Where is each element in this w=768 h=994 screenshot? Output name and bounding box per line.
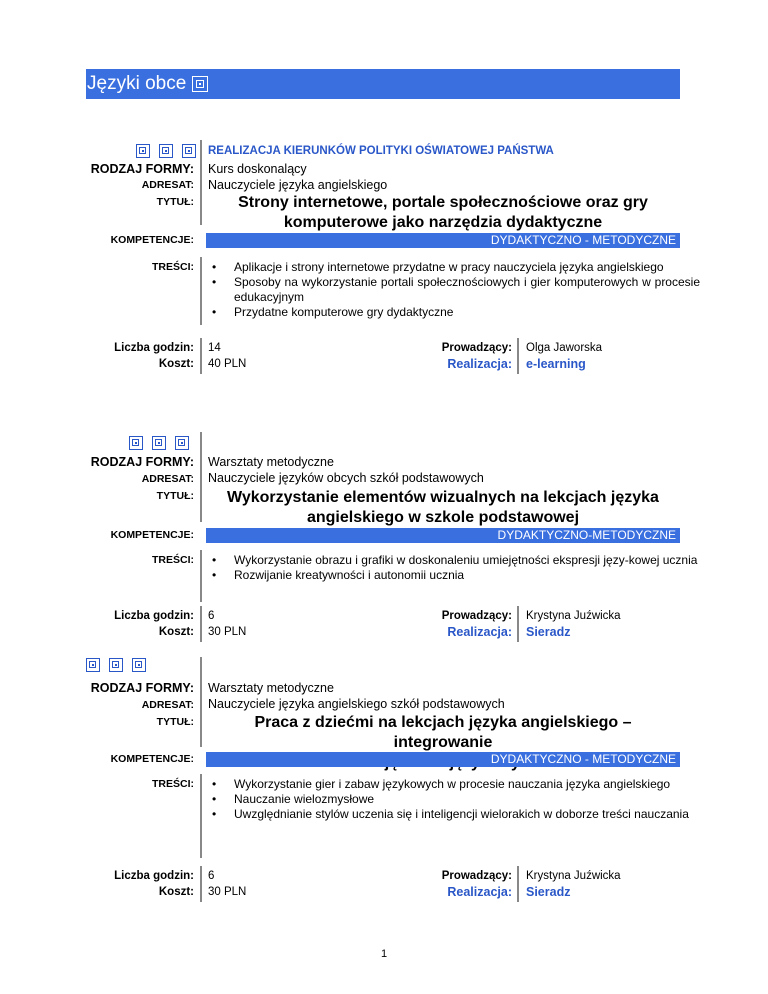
course-title-line: Strony internetowe, portale społecznościowe oraz gry xyxy=(238,194,648,211)
entry-icons xyxy=(86,658,146,672)
title-label: TYTUŁ: xyxy=(156,196,194,208)
addressee-value: Nauczyciele języka angielskiego szkół podstawowych xyxy=(208,697,505,711)
list-item: • Uwzględnianie stylów uczenia się i inteligencji wielorakich w doborze treści nauczania xyxy=(234,807,700,822)
competence-value: DYDAKTYCZNO - METODYCZNE xyxy=(206,233,680,248)
form-label: RODZAJ FORMY: xyxy=(90,681,194,695)
lead-label: Prowadzący: xyxy=(441,870,512,882)
course-title xyxy=(206,488,680,528)
divider xyxy=(200,338,202,374)
addressee-value: Nauczyciele języka angielskiego xyxy=(208,178,388,192)
course-title-line: Praca z dziećmi na lekcjach języka angielskiego – integrowanie xyxy=(254,714,632,751)
lead-value: Krystyna Juźwicka xyxy=(526,870,621,882)
page-number: 1 xyxy=(380,948,388,960)
square-spiral-icon xyxy=(132,658,146,672)
square-spiral-icon xyxy=(86,658,100,672)
course-entry-3 xyxy=(86,657,689,917)
cost-value: 40 PLN xyxy=(208,358,247,370)
topics-list xyxy=(210,777,700,822)
delivery-label: Realizacja: xyxy=(447,357,512,371)
competence-row xyxy=(86,528,680,543)
delivery-value: Sieradz xyxy=(526,885,571,899)
hours-label: Liczba godzin: xyxy=(114,342,194,354)
form-value: Warsztaty metodyczne xyxy=(208,455,334,469)
list-item: • Sposoby na wykorzystanie portali społecznościowych i gier komputerowych w procesie edukacyjnym xyxy=(234,275,700,305)
delivery-value: Sieradz xyxy=(526,625,571,639)
addressee-label: ADRESAT: xyxy=(141,699,194,711)
content-label: TREŚCI: xyxy=(152,261,194,273)
square-spiral-icon xyxy=(159,144,173,158)
competence-value: DYDAKTYCZNO - METODYCZNE xyxy=(206,752,680,767)
addressee-value: Nauczyciele języków obcych szkół podstawowych xyxy=(208,471,484,485)
course-entry-2 xyxy=(86,432,698,642)
competence-label: KOMPETENCJE: xyxy=(110,234,194,246)
square-spiral-icon xyxy=(136,144,150,158)
cost-value: 30 PLN xyxy=(208,886,247,898)
policy-heading: REALIZACJA KIERUNKÓW POLITYKI OŚWIATOWEJ PAŃSTWA xyxy=(208,145,554,157)
divider xyxy=(200,432,202,522)
addressee-label: ADRESAT: xyxy=(141,179,194,191)
title-label: TYTUŁ: xyxy=(156,490,194,502)
page-title: Języki obce xyxy=(87,73,187,94)
lead-label: Prowadzący: xyxy=(441,610,512,622)
hours-value: 14 xyxy=(208,342,221,354)
cost-value: 30 PLN xyxy=(208,626,247,638)
competence-label: KOMPETENCJE: xyxy=(110,753,194,765)
content-label: TREŚCI: xyxy=(152,554,194,566)
title-label: TYTUŁ: xyxy=(156,716,194,728)
course-title xyxy=(206,193,680,233)
lead-label: Prowadzący: xyxy=(441,342,512,354)
hours-value: 6 xyxy=(208,870,215,882)
list-item: • Przydatne komputerowe gry dydaktyczne xyxy=(234,305,700,320)
competence-value: DYDAKTYCZNO-METODYCZNE xyxy=(206,528,680,543)
square-spiral-icon xyxy=(175,436,189,450)
list-item: • Wykorzystanie gier i zabaw językowych w procesie nauczania języka angielskiego xyxy=(234,777,700,792)
cost-label: Koszt: xyxy=(158,358,194,370)
competence-row xyxy=(86,233,680,248)
addressee-label: ADRESAT: xyxy=(141,473,194,485)
competence-label: KOMPETENCJE: xyxy=(110,529,194,541)
list-item: • Wykorzystanie obrazu i grafiki w doskonaleniu umiejętności ekspresji języ-kowej ucznia xyxy=(234,553,700,568)
course-title-line: Wykorzystanie elementów wizualnych na lekcjach języka xyxy=(227,489,659,506)
delivery-label: Realizacja: xyxy=(447,625,512,639)
delivery-label: Realizacja: xyxy=(447,885,512,899)
form-label: RODZAJ FORMY: xyxy=(90,455,194,469)
course-title-line: komputerowe jako narzędzia dydaktyczne xyxy=(283,214,603,231)
divider xyxy=(200,606,202,642)
square-spiral-icon xyxy=(182,144,196,158)
form-label: RODZAJ FORMY: xyxy=(90,162,194,176)
entry-icons xyxy=(136,144,196,158)
form-value: Kurs doskonalący xyxy=(208,162,307,176)
divider xyxy=(517,606,519,642)
entry-icons xyxy=(129,436,189,450)
delivery-value: e-learning xyxy=(526,357,586,371)
divider xyxy=(200,866,202,902)
divider xyxy=(200,657,202,747)
list-item: • Nauczanie wielozmysłowe xyxy=(234,792,700,807)
divider xyxy=(517,866,519,902)
cost-label: Koszt: xyxy=(158,886,194,898)
divider xyxy=(200,550,202,602)
square-spiral-icon xyxy=(152,436,166,450)
lead-value: Olga Jaworska xyxy=(526,342,603,354)
square-spiral-icon xyxy=(109,658,123,672)
divider xyxy=(200,140,202,225)
lead-value: Krystyna Juźwicka xyxy=(526,610,621,622)
square-spiral-icon xyxy=(192,76,208,92)
course-entry-1 xyxy=(86,140,700,380)
hours-label: Liczba godzin: xyxy=(114,610,194,622)
square-spiral-icon xyxy=(129,436,143,450)
divider xyxy=(517,338,519,374)
course-title-line: angielskiego w szkole podstawowej xyxy=(306,509,580,526)
topics-list xyxy=(210,553,700,583)
section-banner xyxy=(86,69,680,99)
topics-list xyxy=(210,260,700,320)
cost-label: Koszt: xyxy=(158,626,194,638)
competence-row xyxy=(86,752,680,767)
content-label: TREŚCI: xyxy=(152,778,194,790)
hours-value: 6 xyxy=(208,610,215,622)
divider xyxy=(200,774,202,858)
form-value: Warsztaty metodyczne xyxy=(208,681,334,695)
list-item: • Aplikacje i strony internetowe przydatne w pracy nauczyciela języka angielskiego xyxy=(234,260,700,275)
divider xyxy=(200,257,202,325)
hours-label: Liczba godzin: xyxy=(114,870,194,882)
list-item: • Rozwijanie kreatywności i autonomii ucznia xyxy=(234,568,700,583)
